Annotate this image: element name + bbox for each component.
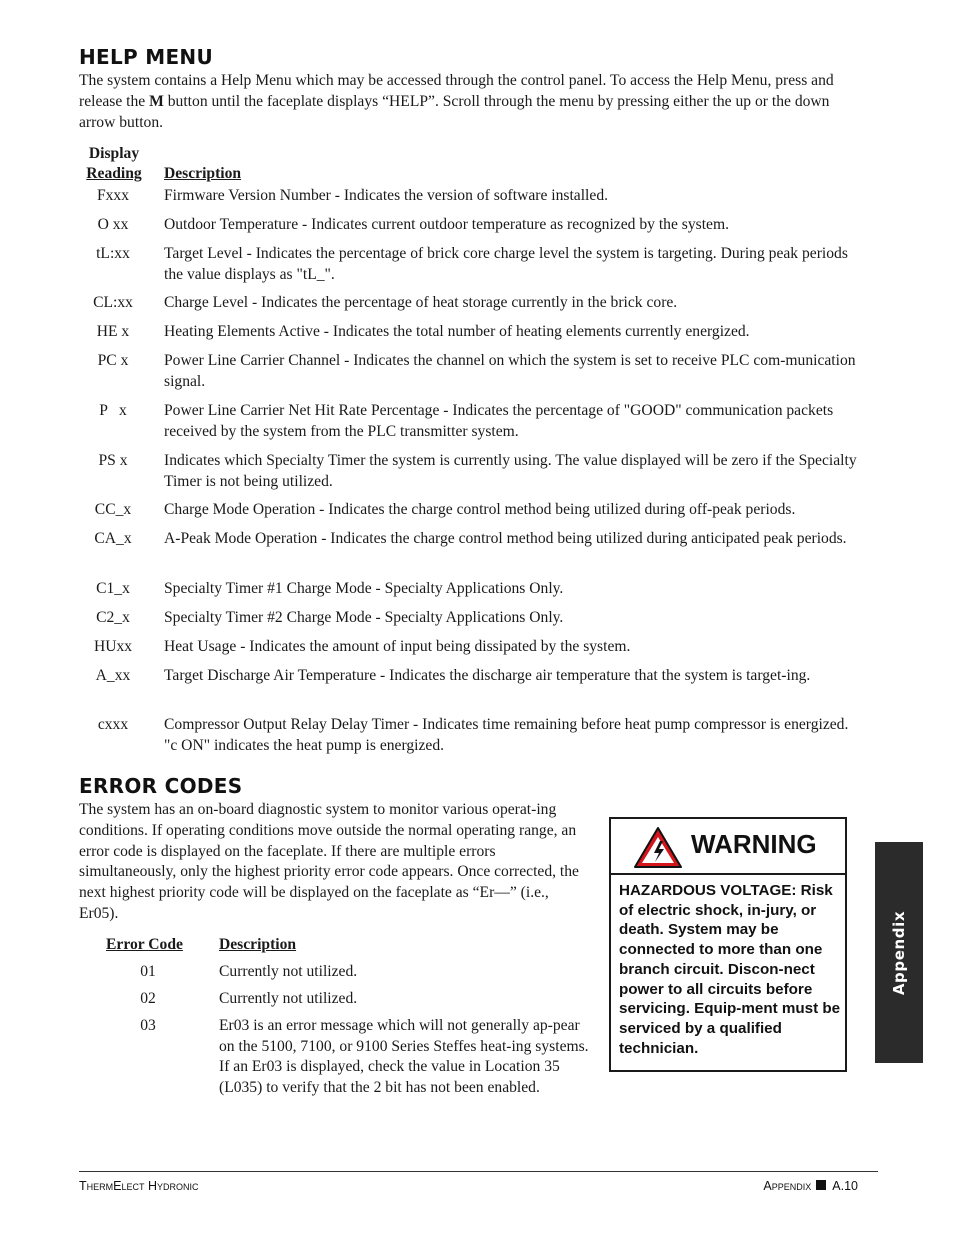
display-reading-description: Specialty Timer #2 Charge Mode - Specialty Applications Only.: [164, 609, 564, 626]
error-code-header: Error Code: [106, 936, 183, 953]
warning-divider: [611, 873, 845, 875]
display-reading-code: C2_x: [96, 609, 130, 626]
side-tab-label: Appendix: [890, 910, 908, 995]
display-reading-code: CC_x: [94, 501, 132, 518]
error-code-description: Er03 is an error message which will not generally ap-pear on the 5100, 7100, or 9100 Series Steffes heat-ing systems. If an Er03 is displayed, check the value in Location 35 (L035) to verify that the 2 bit has not been enabled.: [219, 1017, 589, 1096]
display-reading-description: Power Line Carrier Net Hit Rate Percentage - Indicates the percentage of "GOOD" communication packets received by the system from the PLC transmitter system.: [164, 402, 834, 440]
display-reading-code: PS x: [98, 452, 128, 469]
display-reading-description: Charge Level - Indicates the percentage of heat storage currently in the brick core.: [164, 294, 678, 311]
display-reading-code: CA_x: [94, 530, 132, 547]
display-reading-code: HE x: [96, 323, 130, 340]
error-codes-heading: ERROR CODES: [79, 774, 243, 798]
warning-title: WARNING: [691, 829, 817, 859]
footer-section: Appendix: [763, 1179, 812, 1193]
display-reading-code: PC x: [97, 352, 129, 369]
display-reading-description: Target Discharge Air Temperature - Indicates the discharge air temperature that the system is target-ing.: [164, 667, 811, 684]
display-reading-description: Compressor Output Relay Delay Timer - Indicates time remaining before heat pump compressor is energized. "c ON" indicates the heat pump is energized.: [164, 716, 849, 754]
display-reading-description: Specialty Timer #1 Charge Mode - Specialty Applications Only.: [164, 580, 564, 597]
display-reading-code: cxxx: [97, 716, 129, 733]
footer-product-name: ThermElect Hydronic: [79, 1179, 199, 1193]
error-code-value: 03: [140, 1017, 156, 1034]
warning-box: [609, 817, 847, 1072]
display-reading-code: C1_x: [96, 580, 130, 597]
display-reading-description: A-Peak Mode Operation - Indicates the charge control method being utilized during anticipated peak periods.: [164, 530, 847, 547]
display-reading-description: Indicates which Specialty Timer the system is currently using. The value displayed will be zero if the Specialty Timer is not being utilized.: [164, 452, 857, 490]
display-reading-description: Charge Mode Operation - Indicates the charge control method being utilized during off-peak periods.: [164, 501, 796, 518]
footer-page-number: A.10: [832, 1179, 858, 1193]
display-reading-header: Display Reading: [86, 145, 142, 182]
display-reading-description: Target Level - Indicates the percentage of brick core charge level the system is targeting. During peak periods the value displays as "tL_".: [164, 245, 848, 283]
error-codes-intro: The system has an on-board diagnostic system to monitor various operat-ing conditions. If operating conditions move outside the normal operating range, an error code is displayed on the faceplate. If there are multiple errors simultaneously, only the highest priority error code appears. Once corrected, the next highest priority code will be displayed on the faceplate as “Er—” (i.e., Er05).: [79, 801, 579, 922]
display-reading-code: tL:xx: [96, 245, 130, 262]
help-menu-heading: HELP MENU: [79, 45, 214, 69]
error-code-description: Currently not utilized.: [219, 990, 358, 1007]
display-reading-description: Outdoor Temperature - Indicates current outdoor temperature as recognized by the system.: [164, 216, 729, 233]
display-reading-code: HUxx: [93, 638, 133, 655]
display-reading-code: Fxxx: [96, 187, 130, 204]
warning-text: HAZARDOUS VOLTAGE: Risk of electric shock, in-jury, or death. System may be connected to more than one branch circuit. Discon-nect power to all circuits before servicing. Equip-ment must be serviced by a qualified technician.: [619, 882, 841, 1057]
display-reading-code: P x: [99, 402, 127, 419]
appendix-side-tab: [875, 842, 923, 1063]
display-reading-description: Firmware Version Number - Indicates the version of software installed.: [164, 187, 609, 204]
error-code-value: 01: [140, 963, 156, 980]
error-code-value: 02: [140, 990, 156, 1007]
description-header: Description: [164, 165, 242, 182]
error-description-header: Description: [219, 936, 297, 953]
footer-rule: [79, 1171, 878, 1172]
error-code-description: Currently not utilized.: [219, 963, 358, 980]
display-reading-description: Heat Usage - Indicates the amount of input being dissipated by the system.: [164, 638, 631, 655]
footer-page-info: [763, 1179, 858, 1193]
display-reading-code: CL:xx: [93, 294, 133, 311]
help-menu-intro: The system contains a Help Menu which may be accessed through the control panel. To access the Help Menu, press and release the M button until the faceplate displays “HELP”. Scroll through the menu by pressing either the up or the down arrow button.: [79, 72, 834, 131]
electrical-hazard-triangle-icon: [633, 825, 683, 869]
display-reading-code: A_xx: [95, 667, 131, 684]
square-bullet-icon: [816, 1180, 826, 1190]
display-reading-description: Power Line Carrier Channel - Indicates the channel on which the system is set to receive PLC com-munication signal.: [164, 352, 856, 390]
display-reading-description: Heating Elements Active - Indicates the total number of heating elements currently energized.: [164, 323, 750, 340]
display-reading-code: O xx: [97, 216, 129, 233]
